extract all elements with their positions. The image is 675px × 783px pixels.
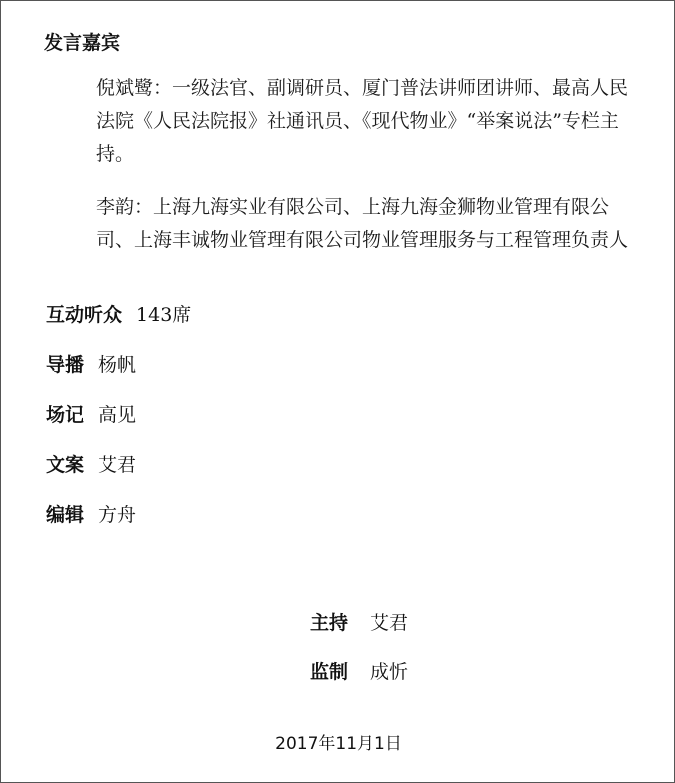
footer-label: 主持	[310, 612, 349, 634]
credit-value: 方舟	[98, 504, 137, 526]
credit-label: 编辑	[46, 504, 85, 526]
speaker-bio-ni-binlu: 倪斌鹭：一级法官、副调研员、厦门普法讲师团讲师、最高人民法院《人民法院报》社通讯员、《现代物业》“举案说法”专栏主持。	[96, 77, 629, 165]
section-title: 发言嘉宾	[44, 32, 121, 54]
credit-row-recorder	[46, 402, 136, 428]
credit-value: 艾君	[98, 454, 137, 476]
credit-row-editor	[46, 502, 136, 528]
credit-row-copywriter	[46, 452, 136, 478]
credit-value: 143席	[136, 304, 192, 326]
credit-label: 场记	[46, 404, 85, 426]
footer-label: 监制	[310, 661, 349, 683]
footer-value: 成忻	[370, 661, 409, 683]
footer-row-host	[310, 610, 408, 636]
credit-row-audience	[46, 302, 191, 328]
footer-row-producer	[310, 659, 408, 685]
credit-value: 杨帆	[98, 354, 137, 376]
credit-label: 导播	[46, 354, 85, 376]
footer-value: 艾君	[370, 612, 409, 634]
credit-row-director	[46, 352, 136, 378]
speaker-bio-li-yun: 李韵：上海九海实业有限公司、上海九海金狮物业管理有限公司、上海丰诚物业管理有限公司物业管理服务与工程管理负责人	[96, 196, 629, 251]
credit-label: 文案	[46, 454, 85, 476]
publish-date: 2017年11月1日	[275, 734, 402, 754]
credit-label: 互动听众	[46, 304, 123, 326]
credit-value: 高见	[98, 404, 137, 426]
